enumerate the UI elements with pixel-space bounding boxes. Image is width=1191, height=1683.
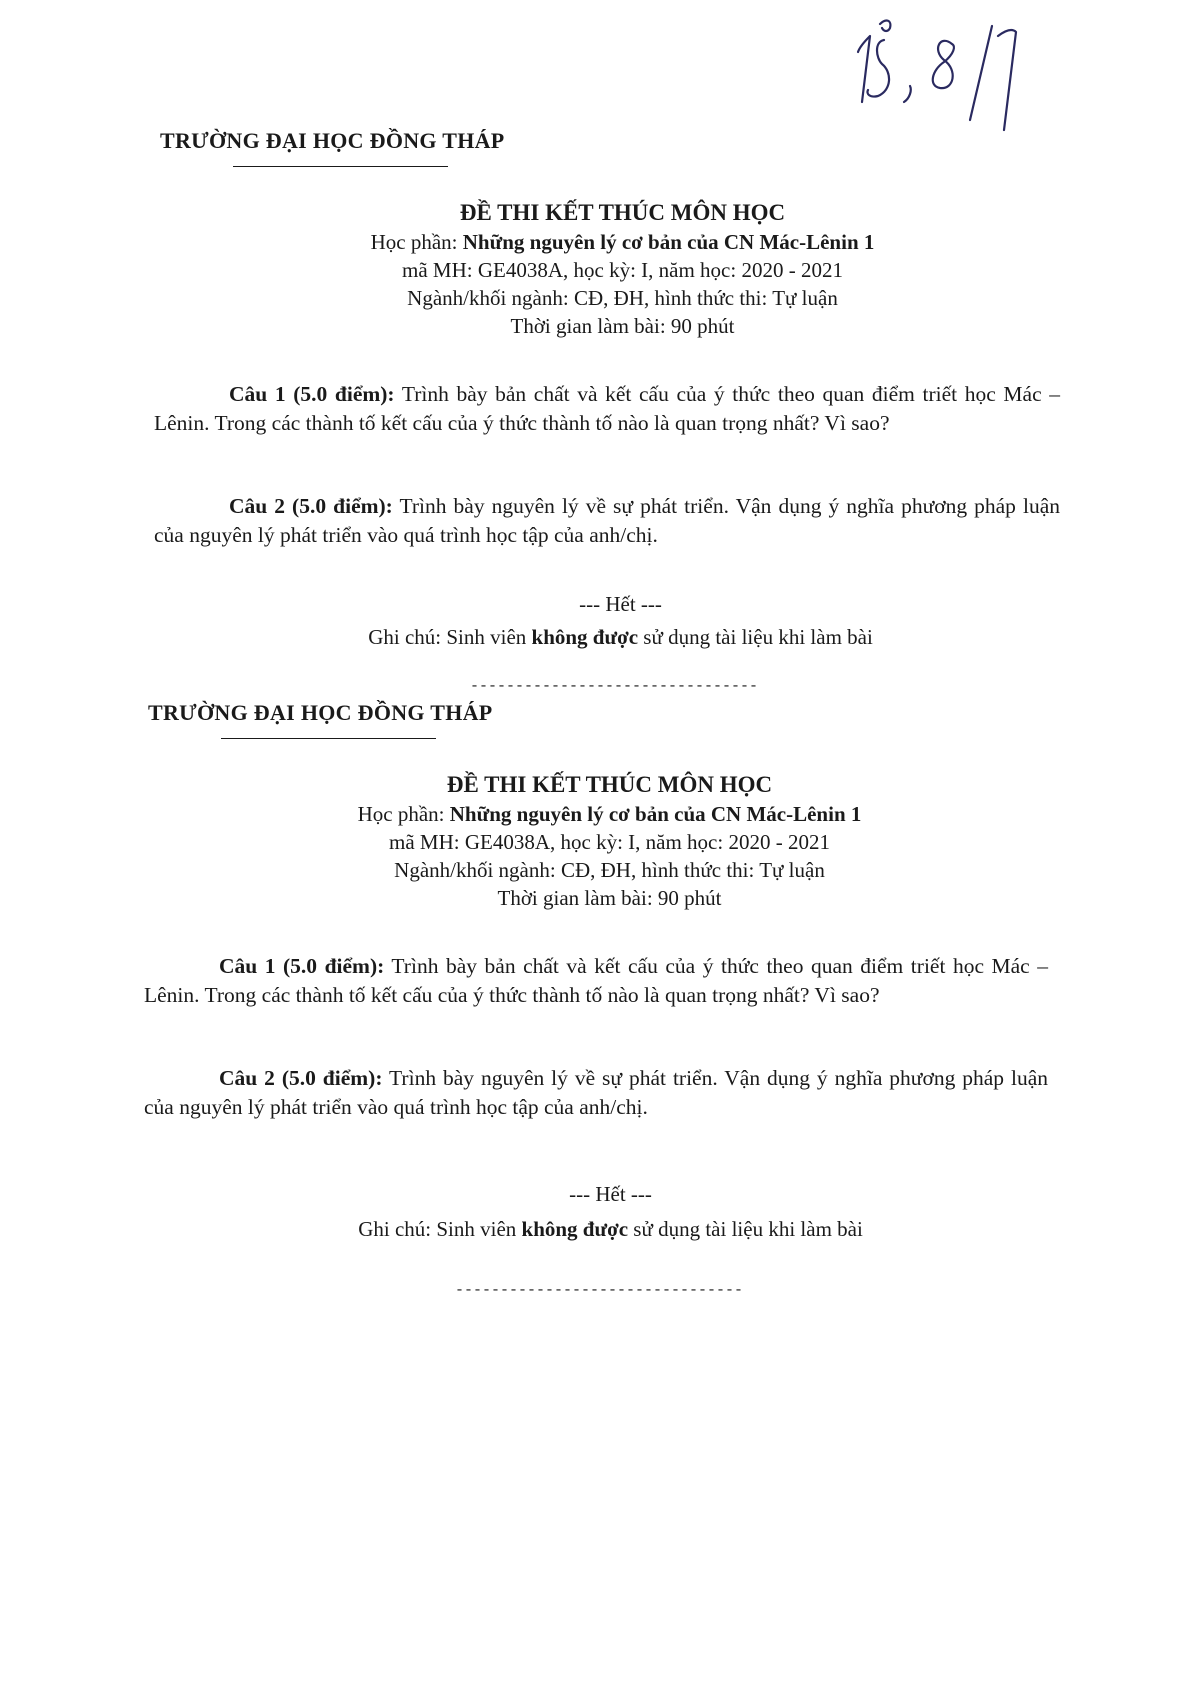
question-1: [144, 952, 1048, 1010]
course-prefix: Học phần:: [370, 230, 463, 254]
major-line: Ngành/khối ngành: CĐ, ĐH, hình thức thi: Tự luận: [394, 858, 825, 882]
question-1-text: Trình bày bản chất và kết cấu của ý thức theo quan điểm triết học Mác – Lênin. Trong các thành tố kết cấu của ý thức thành tố nào là quan trọng nhất? Vì sao?: [154, 382, 1060, 435]
question-2: [144, 1064, 1048, 1122]
course-name: Những nguyên lý cơ bản của CN Mác-Lênin 1: [449, 802, 862, 826]
exam-note: [25, 623, 1191, 651]
school-underline: [221, 738, 436, 739]
exam-note: [15, 1215, 1191, 1243]
question-2-text: Trình bày nguyên lý về sự phát triển. Vận dụng ý nghĩa phương pháp luận của nguyên lý phát triển vào quá trình học tập của anh/chị.: [144, 1066, 1048, 1119]
exam-header: [27, 198, 1191, 340]
question-2-label: Câu 2 (5.0 điểm):: [229, 494, 393, 518]
exam-header: [14, 770, 1191, 912]
section-divider: --------------------------------: [470, 678, 759, 695]
question-1-label: Câu 1 (5.0 điểm):: [219, 954, 385, 978]
major-line: Ngành/khối ngành: CĐ, ĐH, hình thức thi: Tự luận: [407, 286, 838, 310]
question-1: [154, 380, 1060, 438]
course-prefix: Học phần:: [357, 802, 450, 826]
question-2: [154, 492, 1060, 550]
note-suffix: sử dụng tài liệu khi làm bài: [628, 1217, 863, 1241]
question-2-text: Trình bày nguyên lý về sự phát triển. Vận dụng ý nghĩa phương pháp luận của nguyên lý phát triển vào quá trình học tập của anh/chị.: [154, 494, 1060, 547]
time-line: Thời gian làm bài: 90 phút: [497, 886, 722, 910]
note-emphasis: không được: [521, 1217, 629, 1241]
time-line: Thời gian làm bài: 90 phút: [510, 314, 735, 338]
section-divider: --------------------------------: [455, 1282, 744, 1299]
end-marker: --- Hết ---: [579, 592, 662, 616]
question-1-label: Câu 1 (5.0 điểm):: [229, 382, 395, 406]
course-line: [27, 228, 1191, 256]
question-1-text: Trình bày bản chất và kết cấu của ý thức theo quan điểm triết học Mác – Lênin. Trong các thành tố kết cấu của ý thức thành tố nào là quan trọng nhất? Vì sao?: [144, 954, 1048, 1007]
course-code-line: mã MH: GE4038A, học kỳ: I, năm học: 2020 - 2021: [389, 830, 830, 854]
course-code-line: mã MH: GE4038A, học kỳ: I, năm học: 2020 - 2021: [402, 258, 843, 282]
school-underline: [233, 166, 448, 167]
note-prefix: Ghi chú: Sinh viên: [368, 625, 532, 649]
course-line: [14, 800, 1191, 828]
school-name: TRƯỜNG ĐẠI HỌC ĐỒNG THÁP: [160, 128, 505, 153]
note-prefix: Ghi chú: Sinh viên: [358, 1217, 522, 1241]
exam-title: ĐỀ THI KẾT THÚC MÔN HỌC: [446, 772, 773, 797]
handwritten-mark: [840, 10, 1070, 140]
note-emphasis: không được: [531, 625, 639, 649]
school-name: TRƯỜNG ĐẠI HỌC ĐỒNG THÁP: [148, 700, 493, 725]
end-marker: --- Hết ---: [569, 1182, 652, 1206]
note-suffix: sử dụng tài liệu khi làm bài: [638, 625, 873, 649]
question-2-label: Câu 2 (5.0 điểm):: [219, 1066, 383, 1090]
course-name: Những nguyên lý cơ bản của CN Mác-Lênin 1: [462, 230, 875, 254]
exam-title: ĐỀ THI KẾT THÚC MÔN HỌC: [459, 200, 786, 225]
